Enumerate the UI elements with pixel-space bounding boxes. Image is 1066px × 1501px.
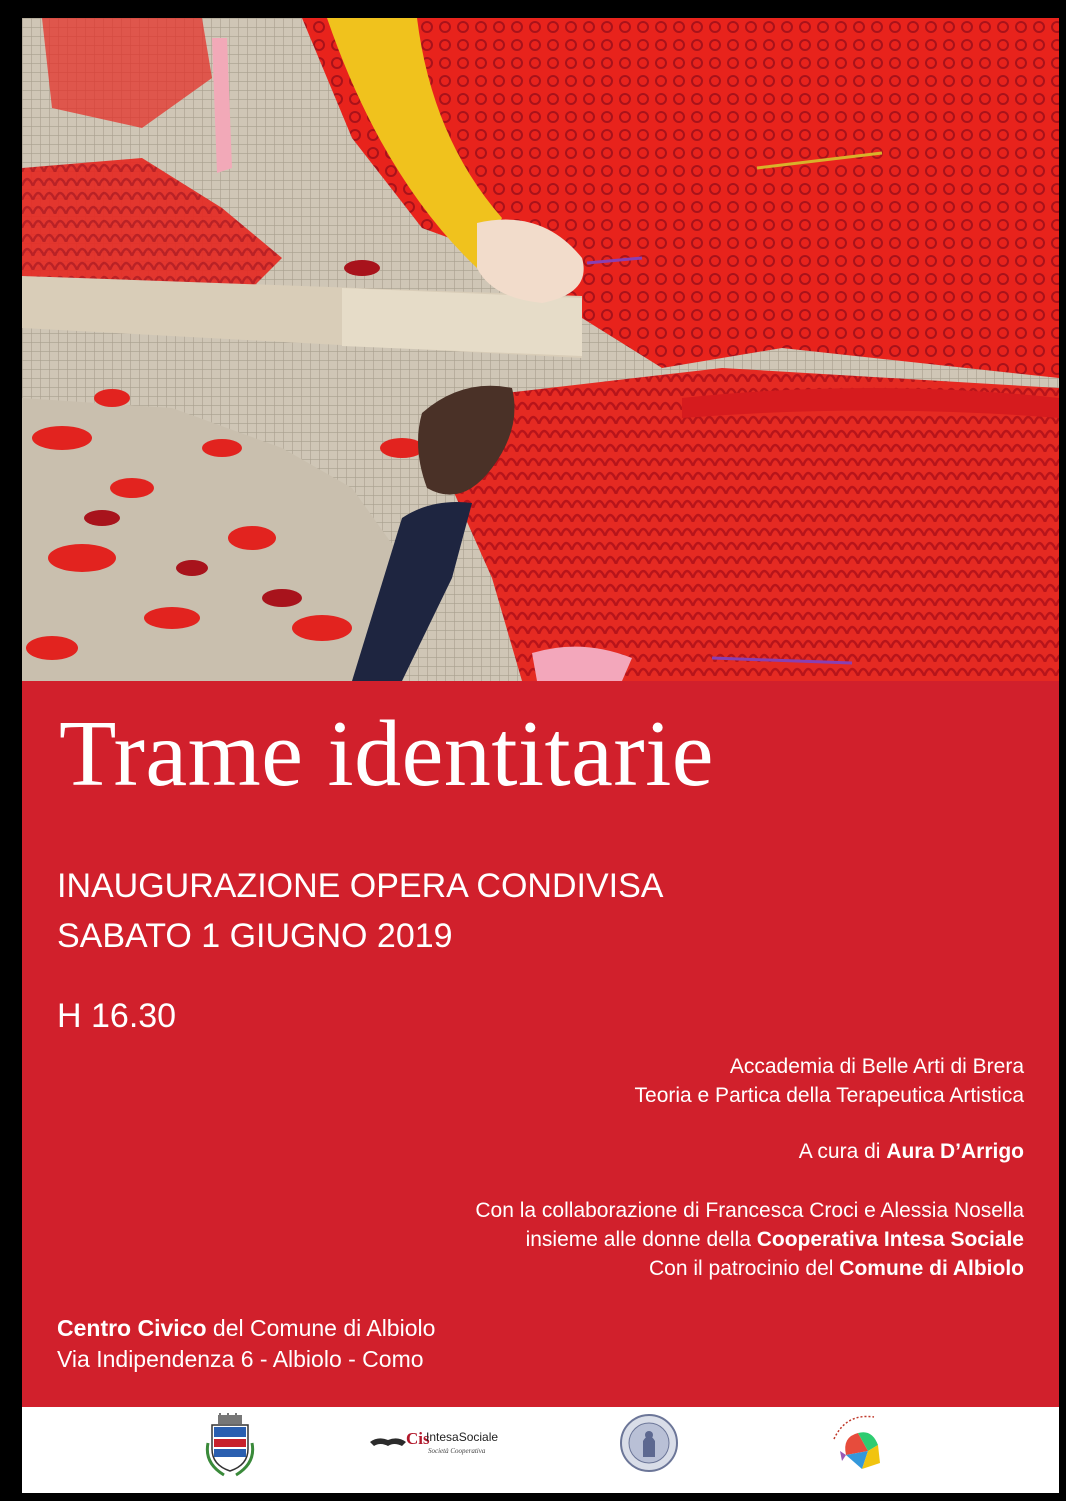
cooperative-name: Cooperativa Intesa Sociale xyxy=(756,1228,1024,1251)
collaboration-block xyxy=(475,1196,1024,1283)
intesa-sociale-logo xyxy=(368,1427,518,1467)
venue-address: Via Indipendenza 6 - Albiolo - Como xyxy=(57,1346,424,1372)
weaving-illustration xyxy=(22,18,1059,681)
venue-block xyxy=(57,1313,435,1375)
terapeutica-artistica-logo-icon xyxy=(828,1411,892,1477)
handshake-icon xyxy=(368,1430,408,1454)
intesa-mark: Cis xyxy=(406,1429,430,1448)
event-date: SABATO 1 GIUGNO 2019 xyxy=(57,917,453,955)
sponsor-logos-bar xyxy=(22,1407,1059,1493)
poster xyxy=(22,18,1059,1493)
curator-name: Aura D’Arrigo xyxy=(886,1140,1024,1163)
patronage-prefix: Con il patrocinio del xyxy=(649,1257,840,1280)
event-info-panel xyxy=(22,681,1059,1407)
venue-name-rest: del Comune di Albiolo xyxy=(206,1315,436,1341)
event-time: H 16.30 xyxy=(57,997,177,1035)
academy-block xyxy=(635,1052,1024,1110)
academy-course: Teoria e Partica della Terapeutica Artistica xyxy=(634,1084,1024,1107)
collaboration-line2-prefix: insieme alle donne della xyxy=(525,1228,757,1251)
intesa-name: IntesaSociale xyxy=(426,1430,499,1444)
intesa-tagline: Società Cooperativa xyxy=(428,1447,486,1455)
albiolo-coat-of-arms-icon xyxy=(204,1413,256,1477)
brera-academy-seal-icon xyxy=(619,1413,679,1473)
hero-photo-weaving xyxy=(22,18,1059,681)
curator-prefix: A cura di xyxy=(798,1140,887,1163)
event-subtitle: INAUGURAZIONE OPERA CONDIVISA xyxy=(57,867,664,905)
academy-name: Accademia di Belle Arti di Brera xyxy=(729,1055,1024,1078)
venue-name: Centro Civico xyxy=(57,1315,207,1341)
curator-line xyxy=(799,1137,1024,1166)
poster-title: Trame identitarie xyxy=(59,702,715,806)
patron-name: Comune di Albiolo xyxy=(839,1257,1024,1280)
collaboration-line1: Con la collaborazione di Francesca Croci e Alessia Nosella xyxy=(475,1199,1024,1222)
